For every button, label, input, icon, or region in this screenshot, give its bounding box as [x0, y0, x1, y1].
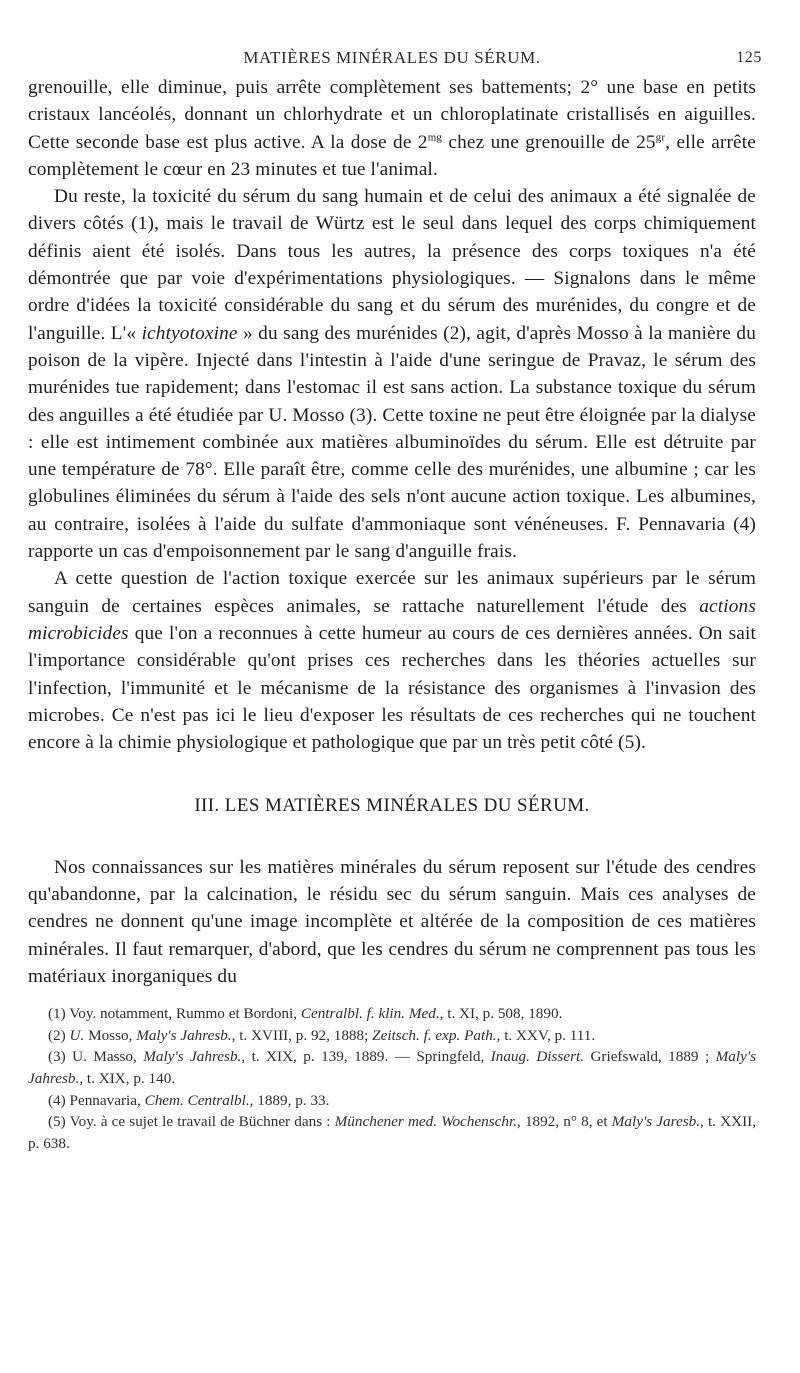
paragraph-toxicity: Du reste, la toxicité du sérum du sang humain et de celui des animaux a été signalée de divers côtés (1), mais le travail de Würtz est le seul dans lequel des corps chimiquement définis aient été isolés. Dans tous les autres, la présence des corps toxiques n'a été démontrée que par voie d'expérimentations physiologiques. — Signalons dans le même ordre d'idées la toxicité considérable du sang et du sérum des murénides, du congre et de l'anguille. L'« ichtyotoxine » du sang des murénides (2), agit, d'après Mosso à la manière du poison de la vipère. Injecté dans l'intestin à l'aide d'une seringue de Pravaz, le sérum des murénides tue rapidement; dans l'estomac il est sans action. La substance toxique du sérum des anguilles a été étudiée par U. Mosso (3). Cette toxine ne peut être éloignée par la dialyse : elle est intimement combinée aux matières albuminoïdes du sérum. Elle est détruite par une température de 78°. Elle paraît être, comme celle des murénides, une albumine ; car les globulines éliminées du sérum à l'aide des sels n'ont aucune action toxique. Les albumines, au contraire, isolées à l'aide du sulfate d'ammoniaque sont vénéneuses. F. Pennavaria (4) rapporte un cas d'empoisonnement par le sang d'anguille frais.: [28, 186, 756, 563]
footnote-4: (4) Pennavaria, Chem. Centralbl., 1889, p. 33.: [48, 1091, 330, 1109]
running-header: [28, 40, 762, 74]
main-text: [28, 74, 756, 990]
paragraph-microbicides: A cette question de l'action toxique exercée sur les animaux supérieurs par le sérum sanguin de certaines espèces animales, se rattache naturellement l'étude des actions microbicides que l'on a reconnues à cette humeur au cours de ces dernières années. On sait l'importance considérable qu'ont prises ces recherches dans les théories actuelles sur l'infection, l'immunité et le mécanisme de la résistance des organismes à l'invasion des microbes. Ce n'est pas ici le lieu d'exposer les résultats de ces recherches qui ne touchent encore à la chimie physiologique et pathologique que par un très petit côté (5).: [28, 568, 756, 754]
running-title: MATIÈRES MINÉRALES DU SÉRUM.: [243, 48, 541, 67]
footnote-2: (2) U. Mosso, Maly's Jahresb., t. XVIII, p. 92, 1888; Zeitsch. f. exp. Path., t. XXV, p. 111.: [48, 1026, 596, 1044]
section-heading: III. LES MATIÈRES MINÉRALES DU SÉRUM.: [194, 795, 590, 817]
footnote-5: (5) Voy. à ce sujet le travail de Büchner dans : Münchener med. Wochenschr., 1892, n° 8, et Maly's Jaresb., t. XXII, p. 638.: [28, 1113, 756, 1152]
paragraph-mineral-matters: Nos connaissances sur les matières minérales du sérum reposent sur l'étude des cendres qu'abandonne, par la calcination, le résidu sec du sérum sanguin. Mais ces analyses de cendres ne donnent qu'une image incomplète et altérée de la composition de ces matières minérales. Il faut remarquer, d'abord, que les cendres du sérum ne comprennent pas tous les matériaux inorganiques du: [28, 856, 756, 987]
paragraph-continuation: grenouille, elle diminue, puis arrête complètement ses battements; 2° une base en petits cristaux lancéolés, donnant un chlorhydrate et un chloroplatinate cristallisés en aiguilles. Cette seconde base est plus active. A la dose de $2^{mg}$ chez une grenouille de $25^{gr}$, elle arrête complètement le cœur en 23 minutes et tue l'animal.: [28, 77, 756, 180]
italic-term-actions-microbicides: actions microbicides: [28, 595, 756, 644]
footnote-1: (1) Voy. notamment, Rummo et Bordoni, Centralbl. f. klin. Med., t. XI, p. 508, 1890.: [48, 1005, 563, 1023]
page-number: 125: [736, 49, 762, 66]
footnote-3: (3) U. Masso, Maly's Jahresb., t. XIX, p. 139, 1889. — Springfeld, Inaug. Dissert. Griefswald, 1889 ; Maly's Jahresb., t. XIX, p. 140.: [28, 1048, 756, 1087]
footnotes: [28, 1003, 756, 1154]
italic-term-ichtyotoxine: ichtyotoxine: [141, 322, 238, 344]
